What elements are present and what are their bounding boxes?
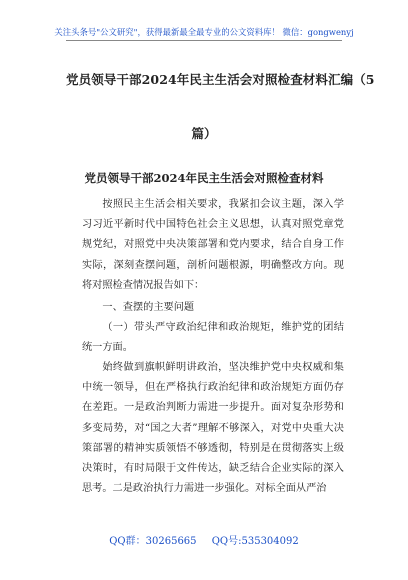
footer-qq-number: QQ号:535304092	[211, 536, 299, 547]
footer-qq-group: QQ群：30265665	[109, 536, 197, 547]
document-title-continued: 篇）	[191, 126, 217, 141]
heading-level-1: 一、查摆的主要问题	[102, 302, 195, 313]
intro-paragraph: 按照民主生活会相关要求，我紧扣会议主题，深入学习习近平新时代中国特色社会主义思想，认真对照党章党规党纪，对照党中央决策部署和党内要求，结合自身工作实际，深刻查摆问题，剖析问题根源，明确整改方向。现将对照检查情况报告如下：	[82, 199, 344, 291]
footer-contact	[0, 532, 408, 547]
header-note: 关注头条号"公文研究"，获得最新最全最专业的公文资料库！ 微信：gongwenyj	[54, 27, 354, 37]
section-title: 党员领导干部2024年民主生活会对照检查材料	[84, 171, 324, 185]
document-title: 党员领导干部2024年民主生活会对照检查材料汇编（5	[66, 72, 375, 87]
header-divider	[66, 40, 342, 41]
body-paragraph: 始终做到旗帜鲜明讲政治，坚决维护党中央权威和集中统一领导，但在严格执行政治纪律和政治规矩方面仍存在差距。一是政治判断力需进一步提升。面对复杂形势和多变局势，对“国之大者”理解不够深入，对党中央重大决策部署的精神实质领悟不够透彻，特别是在贯彻落实上级决策时，有时局限于文件传达，缺乏结合企业实际的深入思考。二是政治执行力需进一步强化。对标全面从严治	[82, 362, 344, 495]
heading-level-2: （一）带头严守政治纪律和政治规矩，维护党的团结统一方面。	[82, 322, 344, 354]
